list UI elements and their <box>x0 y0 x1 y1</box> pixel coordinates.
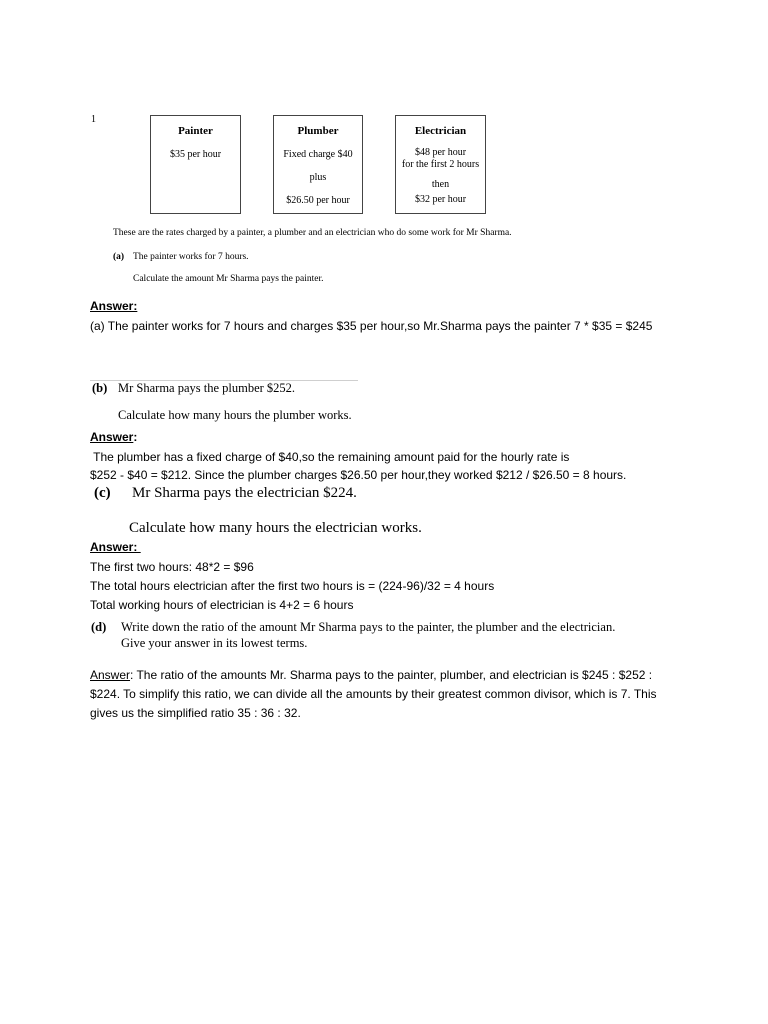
painter-title: Painter <box>178 125 213 137</box>
part-c-instruction: Calculate how many hours the electrician works. <box>129 520 422 536</box>
electrician-second-rate: $32 per hour <box>414 194 467 205</box>
answer-b-heading <box>90 430 137 444</box>
part-a-statement: The painter works for 7 hours. <box>133 252 249 262</box>
part-b-label: (b) <box>92 381 108 395</box>
answer-b-label: Answer <box>90 430 134 444</box>
part-d-instruction: Give your answer in its lowest terms. <box>121 636 308 650</box>
plumber-plus: plus <box>309 172 327 183</box>
part-c-label: (c) <box>94 485 111 501</box>
painter-rate: $35 per hour <box>169 149 222 160</box>
part-d-label: (d) <box>91 620 107 634</box>
answer-a-text: (a) The painter works for 7 hours and charges $35 per hour,so Mr.Sharma pays the painter 7 * $35 = $245 <box>90 319 653 333</box>
plumber-fixed-charge: Fixed charge $40 <box>283 149 353 160</box>
part-b-statement: Mr Sharma pays the plumber $252. <box>118 381 296 395</box>
answer-c-label: Answer: <box>90 540 141 554</box>
answer-a-label: Answer: <box>90 299 138 313</box>
electrician-first-rate: $48 per hour <box>414 147 467 158</box>
plumber-rate-box <box>273 115 363 214</box>
answer-c-line3: Total working hours of electrician is 4+2 = 6 hours <box>90 598 354 612</box>
electrician-rate-box <box>395 115 486 214</box>
electrician-first-hours: for the first 2 hours <box>401 159 480 170</box>
question-intro: These are the rates charged by a painter, a plumber and an electrician who do some work for Mr Sharma. <box>113 228 512 238</box>
answer-d-paragraph <box>90 666 665 723</box>
part-a-label: (a) <box>113 252 125 262</box>
plumber-hourly-rate: $26.50 per hour <box>286 195 350 206</box>
part-a-instruction: Calculate the amount Mr Sharma pays the painter. <box>133 274 324 284</box>
answer-b-colon: : <box>133 430 138 444</box>
answer-d-label: Answer <box>90 668 131 682</box>
question-number: 1 <box>91 114 96 125</box>
answer-d-text: : The ratio of the amounts Mr. Sharma pays to the painter, plumber, and electrician is $245 : $252 : $224. To simplify this ratio, we can divide all the amounts by their greatest common divisor, which is 7. This gives us the simplified ratio 35 : 36 : 32. <box>90 668 657 720</box>
part-c-statement: Mr Sharma pays the electrician $224. <box>132 485 357 501</box>
answer-c-line2: The total hours electrician after the first two hours is = (224-96)/32 = 4 hours <box>90 579 495 593</box>
plumber-title: Plumber <box>297 125 339 137</box>
electrician-title: Electrician <box>414 125 467 137</box>
electrician-then: then <box>431 179 450 190</box>
answer-b-line2: $252 - $40 = $212. Since the plumber charges $26.50 per hour,they worked $212 / $26.50 = 8 hours. <box>90 468 627 482</box>
part-d-statement: Write down the ratio of the amount Mr Sharma pays to the painter, the plumber and the electrician. <box>121 620 616 634</box>
painter-rate-box <box>150 115 241 214</box>
answer-c-line1: The first two hours: 48*2 = $96 <box>90 560 254 574</box>
part-b-instruction: Calculate how many hours the plumber works. <box>118 408 352 422</box>
answer-b-line1: The plumber has a fixed charge of $40,so the remaining amount paid for the hourly rate is <box>90 450 570 464</box>
